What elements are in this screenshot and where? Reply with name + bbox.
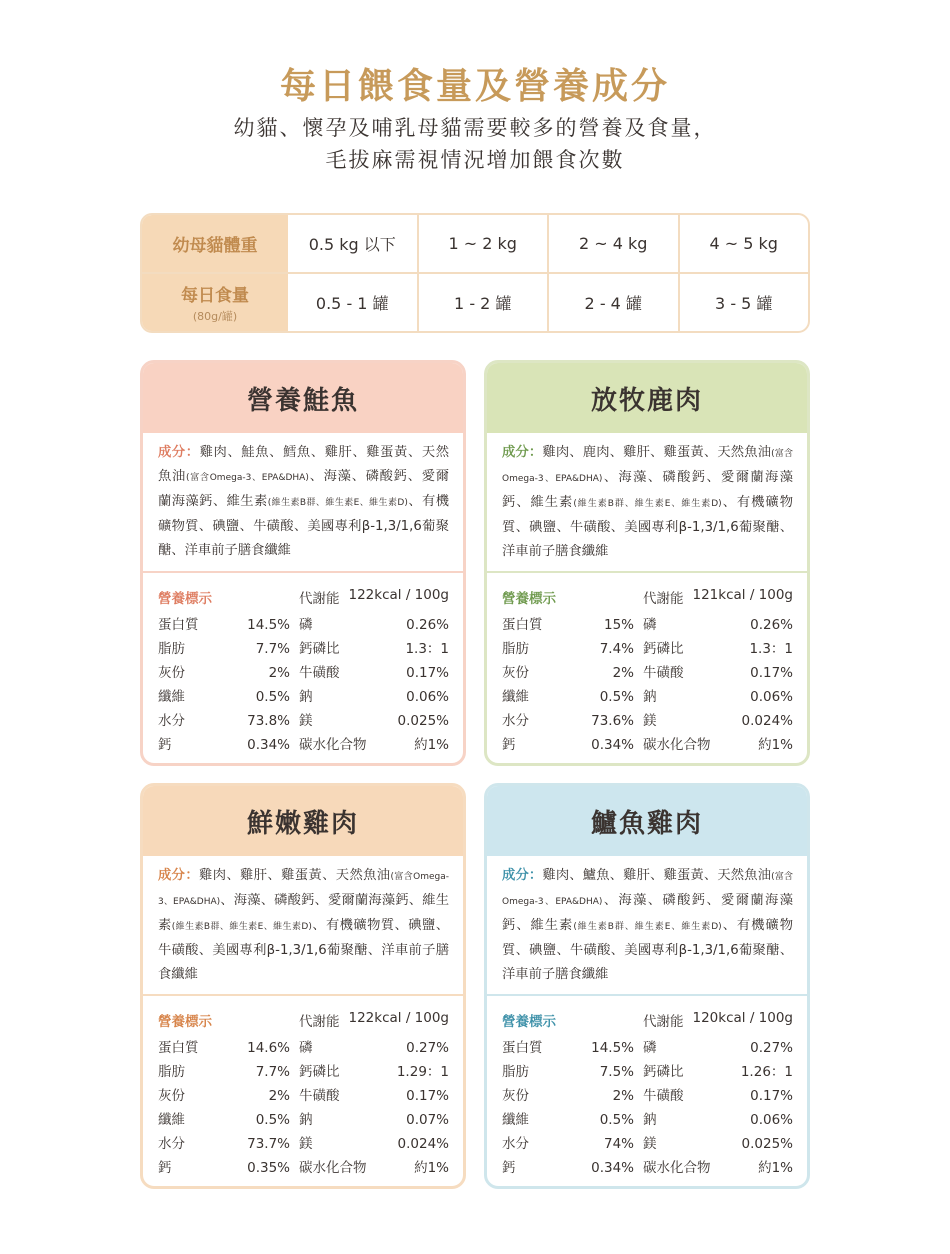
nutrition-row <box>643 1036 793 1060</box>
nutrient-name: 牛磺酸 <box>643 665 684 681</box>
nutrient-name: 纖維 <box>502 689 529 705</box>
nutrient-name: 脂肪 <box>158 641 185 657</box>
ingredients-text: 、有機礦物質、碘鹽、牛磺酸、美國專利β-1,3/1,6葡聚醣、洋車前子膳食纖維 <box>158 494 449 558</box>
nutrient-name: 水分 <box>502 1136 529 1152</box>
nutrient-value: 1.3：1 <box>405 641 449 657</box>
nutrient-value: 14.5% <box>247 617 290 633</box>
nutrition-row <box>502 637 634 661</box>
nutrient-value: 0.025% <box>741 1136 793 1152</box>
nutrient-value: 1.26：1 <box>740 1064 793 1080</box>
energy-value: 121kcal / 100g <box>692 587 793 603</box>
nutrition-row <box>502 1156 634 1180</box>
nutrient-name: 鈣 <box>158 737 172 753</box>
daily-amount-header <box>142 274 288 331</box>
nutrition-header <box>158 1008 449 1032</box>
nutrition-column-left <box>158 613 290 757</box>
nutrient-value: 0.34% <box>247 737 290 753</box>
feeding-weight-row <box>142 215 808 272</box>
nutrition-row <box>643 733 793 757</box>
weight-cell: 4 ~ 5 kg <box>678 215 809 272</box>
page-subtitle <box>0 112 950 176</box>
nutrient-name: 鈣 <box>502 737 516 753</box>
ingredients-note: (富含Omega-3、EPA&DHA) <box>186 473 309 483</box>
nutrition-row <box>502 1060 634 1084</box>
daily-amount-header-label: 每日食量 <box>181 286 249 306</box>
nutrition-label: 營養標示 <box>158 1014 212 1030</box>
nutrient-value: 2% <box>612 1088 634 1104</box>
ingredients-block <box>487 856 807 996</box>
weight-cell: 1 ~ 2 kg <box>417 215 548 272</box>
nutrient-name: 脂肪 <box>158 1064 185 1080</box>
nutrient-name: 鎂 <box>299 1136 313 1152</box>
weight-cell: 2 ~ 4 kg <box>547 215 678 272</box>
ingredients-note: (富含Omega-3、EPA&DHA) <box>502 872 794 907</box>
nutrient-name: 磷 <box>643 617 657 633</box>
nutrition-column-right <box>299 613 449 757</box>
product-card-salmon <box>140 360 466 766</box>
nutrient-name: 灰份 <box>502 665 529 681</box>
feeding-amount-row <box>142 272 808 331</box>
nutrition-header <box>502 585 793 609</box>
nutrition-row <box>502 685 634 709</box>
energy-row <box>643 1010 793 1030</box>
nutrition-label: 營養標示 <box>502 591 556 607</box>
nutrient-value: 0.26% <box>750 617 793 633</box>
nutrient-value: 0.17% <box>406 1088 449 1104</box>
nutrition-row <box>502 613 634 637</box>
ingredients-text: 、有機礦物質、碘鹽、牛磺酸、美國專利β-1,3/1,6葡聚醣、洋車前子膳食纖維 <box>158 918 449 982</box>
nutrient-name: 纖維 <box>158 689 185 705</box>
nutrient-value: 0.5% <box>255 1112 290 1128</box>
nutrient-value: 0.27% <box>750 1040 793 1056</box>
ingredients-note: (富含Omega-3、EPA&DHA) <box>158 872 449 907</box>
nutrient-value: 0.06% <box>750 1112 793 1128</box>
nutrient-name: 蛋白質 <box>158 1040 199 1056</box>
nutrient-name: 碳水化合物 <box>299 1160 367 1176</box>
nutrition-table <box>158 613 449 757</box>
nutrient-value: 74% <box>603 1136 634 1152</box>
ingredients-text: 、海藻、磷酸鈣、愛爾蘭海藻鈣、維生素 <box>502 470 794 510</box>
nutrition-row <box>643 1132 793 1156</box>
nutrient-name: 鈉 <box>299 689 313 705</box>
nutrient-name: 鈣磷比 <box>643 1064 684 1080</box>
ingredients-text: 、海藻、磷酸鈣、愛爾蘭海藻鈣、維生素 <box>158 469 450 509</box>
nutrient-name: 磷 <box>299 617 313 633</box>
nutrient-value: 0.34% <box>591 737 634 753</box>
energy-label: 代謝能 <box>643 591 684 607</box>
nutrient-value: 0.17% <box>750 665 793 681</box>
nutrient-value: 0.06% <box>750 689 793 705</box>
ingredients-text: 、海藻、磷酸鈣、愛爾蘭海藻鈣、維生素 <box>158 893 449 933</box>
nutrition-column-left <box>502 613 634 757</box>
ingredients-note: (維生素B群、維生素E、維生素D) <box>267 498 408 508</box>
nutrition-row <box>158 1060 290 1084</box>
nutrient-name: 脂肪 <box>502 1064 529 1080</box>
ingredients-text: 雞肉、鮭魚、鱈魚、雞肝、雞蛋黃、天然魚油 <box>158 445 450 484</box>
nutrition-row <box>299 1108 449 1132</box>
ingredients-text: 雞肉、鹿肉、雞肝、雞蛋黃、天然魚油 <box>542 445 772 460</box>
nutrition-row <box>502 1132 634 1156</box>
nutrition-row <box>502 709 634 733</box>
nutrition-block <box>487 573 807 757</box>
nutrient-name: 灰份 <box>502 1088 529 1104</box>
nutrient-name: 鈣磷比 <box>643 641 684 657</box>
nutrition-column-left <box>502 1036 634 1180</box>
nutrition-row <box>299 1156 449 1180</box>
ingredients-block <box>143 433 463 573</box>
nutrient-value: 2% <box>268 665 290 681</box>
nutrient-value: 約1% <box>758 1160 793 1176</box>
nutrient-value: 73.7% <box>247 1136 290 1152</box>
nutrition-row <box>299 1084 449 1108</box>
nutrient-name: 磷 <box>299 1040 313 1056</box>
nutrition-row <box>158 1108 290 1132</box>
nutrient-name: 磷 <box>643 1040 657 1056</box>
nutrient-value: 0.27% <box>406 1040 449 1056</box>
nutrient-name: 水分 <box>502 713 529 729</box>
nutrition-column-right <box>643 613 793 757</box>
nutrition-row <box>643 709 793 733</box>
nutrition-row <box>299 685 449 709</box>
ingredients-label: 成分： <box>502 445 543 460</box>
ingredients-label: 成分： <box>502 868 543 883</box>
ingredients-note: (富含Omega-3、EPA&DHA) <box>502 449 794 484</box>
nutrition-row <box>299 1060 449 1084</box>
nutrition-block <box>143 996 463 1180</box>
nutrition-column-right <box>643 1036 793 1180</box>
nutrition-row <box>502 1108 634 1132</box>
energy-row <box>299 1010 449 1030</box>
nutrient-name: 鎂 <box>643 713 657 729</box>
nutrient-value: 0.024% <box>397 1136 449 1152</box>
energy-label: 代謝能 <box>299 1014 340 1030</box>
energy-value: 122kcal / 100g <box>348 587 449 603</box>
amount-cell: 2 - 4 罐 <box>547 274 678 331</box>
nutrient-value: 73.8% <box>247 713 290 729</box>
nutrient-value: 7.5% <box>599 1064 634 1080</box>
nutrient-value: 15% <box>603 617 634 633</box>
nutrition-row <box>643 1084 793 1108</box>
nutrient-value: 0.07% <box>406 1112 449 1128</box>
nutrient-value: 0.06% <box>406 689 449 705</box>
ingredients-text: 、有機礦物質、碘鹽、牛磺酸、美國專利β-1,3/1,6葡聚醣、洋車前子膳食纖維 <box>502 495 793 559</box>
nutrient-name: 蛋白質 <box>502 617 543 633</box>
nutrient-value: 0.34% <box>591 1160 634 1176</box>
nutrition-block <box>143 573 463 757</box>
nutrient-name: 蛋白質 <box>158 617 199 633</box>
nutrition-row <box>299 1036 449 1060</box>
nutrition-row <box>502 1084 634 1108</box>
product-name: 鮮嫩雞肉 <box>143 786 463 856</box>
nutrition-row <box>299 733 449 757</box>
nutrition-label: 營養標示 <box>158 591 212 607</box>
nutrient-value: 7.4% <box>599 641 634 657</box>
nutrition-table <box>502 613 793 757</box>
nutrition-row <box>158 1036 290 1060</box>
product-card-perch <box>484 783 810 1189</box>
nutrient-name: 牛磺酸 <box>299 665 340 681</box>
ingredients-label: 成分： <box>158 868 200 883</box>
product-name: 營養鮭魚 <box>143 363 463 433</box>
nutrient-name: 碳水化合物 <box>643 737 711 753</box>
nutrient-name: 碳水化合物 <box>643 1160 711 1176</box>
nutrient-value: 約1% <box>414 1160 449 1176</box>
nutrition-row <box>158 685 290 709</box>
nutrient-value: 0.17% <box>406 665 449 681</box>
nutrition-row <box>158 637 290 661</box>
nutrient-value: 0.5% <box>599 689 634 705</box>
feeding-table <box>140 213 810 333</box>
nutrient-value: 73.6% <box>591 713 634 729</box>
nutrition-row <box>299 709 449 733</box>
product-name: 鱸魚雞肉 <box>487 786 807 856</box>
nutrition-block <box>487 996 807 1180</box>
nutrient-name: 鈉 <box>643 689 657 705</box>
subtitle-line-2: 毛拔麻需視情況增加餵食次數 <box>325 148 625 172</box>
nutrient-name: 水分 <box>158 1136 185 1152</box>
nutrient-value: 0.024% <box>741 713 793 729</box>
ingredients-note: (維生素B群、維生素E、維生素D) <box>171 922 312 932</box>
nutrition-row <box>299 661 449 685</box>
nutrient-name: 脂肪 <box>502 641 529 657</box>
nutrient-value: 0.025% <box>397 713 449 729</box>
daily-amount-header-note: (80g/罐) <box>192 310 238 323</box>
ingredients-label: 成分： <box>158 445 200 460</box>
nutrition-table <box>158 1036 449 1180</box>
nutrition-header <box>502 1008 793 1032</box>
nutrient-name: 鈣磷比 <box>299 641 340 657</box>
nutrient-value: 約1% <box>758 737 793 753</box>
nutrition-column-left <box>158 1036 290 1180</box>
nutrient-name: 牛磺酸 <box>299 1088 340 1104</box>
page-title: 每日餵食量及營養成分 <box>279 66 670 107</box>
nutrient-name: 鎂 <box>299 713 313 729</box>
nutrition-row <box>158 1132 290 1156</box>
nutrient-value: 2% <box>612 665 634 681</box>
energy-row <box>643 587 793 607</box>
nutrient-name: 鈉 <box>643 1112 657 1128</box>
energy-value: 122kcal / 100g <box>348 1010 449 1026</box>
nutrient-name: 鎂 <box>643 1136 657 1152</box>
nutrient-name: 鈣 <box>158 1160 172 1176</box>
amount-cell: 3 - 5 罐 <box>678 274 809 331</box>
ingredients-text: 、有機礦物質、碘鹽、牛磺酸、美國專利β-1,3/1,6葡聚醣、洋車前子膳食纖維 <box>502 918 793 982</box>
nutrition-row <box>643 685 793 709</box>
ingredients-note: (維生素B群、維生素E、維生素D) <box>573 499 722 509</box>
weight-header <box>142 215 288 272</box>
ingredients-text: 雞肉、雞肝、雞蛋黃、天然魚油 <box>199 868 391 883</box>
nutrition-row <box>643 1060 793 1084</box>
nutrition-row <box>158 733 290 757</box>
nutrient-value: 7.7% <box>255 1064 290 1080</box>
nutrient-name: 纖維 <box>158 1112 185 1128</box>
nutrition-row <box>299 613 449 637</box>
nutrition-row <box>299 1132 449 1156</box>
nutrient-value: 0.5% <box>255 689 290 705</box>
nutrient-value: 1.29：1 <box>396 1064 449 1080</box>
nutrient-value: 7.7% <box>255 641 290 657</box>
nutrition-row <box>158 661 290 685</box>
nutrition-table <box>502 1036 793 1180</box>
nutrient-name: 灰份 <box>158 1088 185 1104</box>
nutrient-value: 2% <box>268 1088 290 1104</box>
nutrient-name: 鈣 <box>502 1160 516 1176</box>
ingredients-text: 、海藻、磷酸鈣、愛爾蘭海藻鈣、維生素 <box>502 893 794 933</box>
subtitle-line-1: 幼貓、懷孕及哺乳母貓需要較多的營養及食量， <box>233 116 717 140</box>
nutrition-row <box>502 733 634 757</box>
nutrient-value: 0.26% <box>406 617 449 633</box>
nutrition-row <box>643 1108 793 1132</box>
energy-label: 代謝能 <box>643 1014 684 1030</box>
nutrient-name: 水分 <box>158 713 185 729</box>
energy-row <box>299 587 449 607</box>
product-card-venison <box>484 360 810 766</box>
nutrition-row <box>158 1084 290 1108</box>
nutrient-name: 蛋白質 <box>502 1040 543 1056</box>
nutrition-row <box>299 637 449 661</box>
energy-value: 120kcal / 100g <box>692 1010 793 1026</box>
nutrition-header <box>158 585 449 609</box>
nutrient-name: 碳水化合物 <box>299 737 367 753</box>
nutrition-row <box>158 613 290 637</box>
nutrition-row <box>502 661 634 685</box>
nutrition-row <box>643 637 793 661</box>
nutrition-row <box>158 1156 290 1180</box>
nutrient-value: 0.17% <box>750 1088 793 1104</box>
nutrient-value: 14.6% <box>247 1040 290 1056</box>
amount-cell: 0.5 - 1 罐 <box>315 294 389 313</box>
product-card-chicken <box>140 783 466 1189</box>
nutrition-row <box>502 1036 634 1060</box>
nutrition-row <box>643 661 793 685</box>
nutrition-label: 營養標示 <box>502 1014 556 1030</box>
ingredients-text: 雞肉、鱸魚、雞肝、雞蛋黃、天然魚油 <box>542 868 772 883</box>
nutrient-value: 0.35% <box>247 1160 290 1176</box>
nutrient-name: 灰份 <box>158 665 185 681</box>
nutrition-row <box>158 709 290 733</box>
nutrient-name: 纖維 <box>502 1112 529 1128</box>
weight-cell: 0.5 kg 以下 <box>308 235 396 254</box>
nutrient-value: 1.3：1 <box>749 641 793 657</box>
nutrient-name: 牛磺酸 <box>643 1088 684 1104</box>
nutrient-name: 鈉 <box>299 1112 313 1128</box>
amount-cell: 1 - 2 罐 <box>417 274 548 331</box>
ingredients-note: (維生素B群、維生素E、維生素D) <box>573 922 722 932</box>
product-name: 放牧鹿肉 <box>487 363 807 433</box>
nutrition-row <box>643 1156 793 1180</box>
ingredients-block <box>487 433 807 573</box>
nutrient-value: 約1% <box>414 737 449 753</box>
energy-label: 代謝能 <box>299 591 340 607</box>
nutrient-value: 14.5% <box>591 1040 634 1056</box>
weight-header-label: 幼母貓體重 <box>172 236 258 256</box>
nutrient-name: 鈣磷比 <box>299 1064 340 1080</box>
nutrition-column-right <box>299 1036 449 1180</box>
nutrient-value: 0.5% <box>599 1112 634 1128</box>
ingredients-block <box>143 856 463 996</box>
nutrition-row <box>643 613 793 637</box>
